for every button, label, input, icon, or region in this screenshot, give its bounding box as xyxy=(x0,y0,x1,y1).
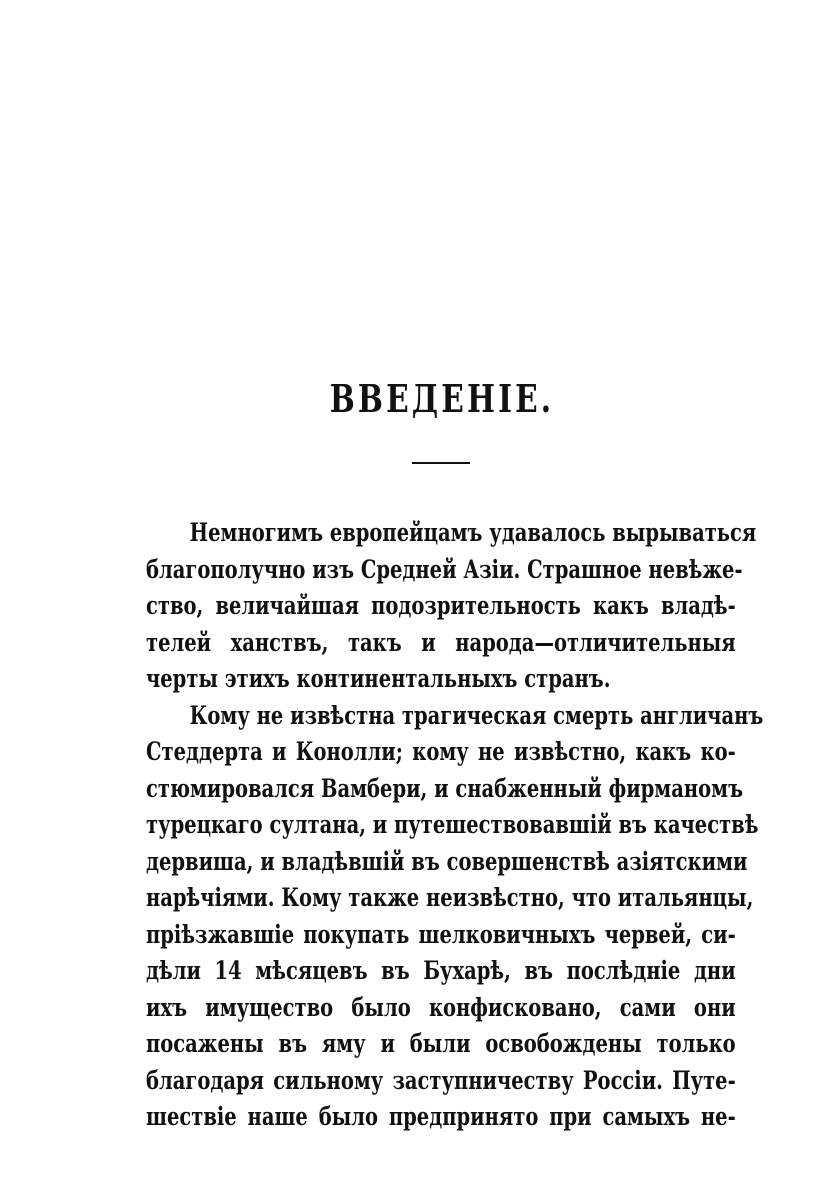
text-line: посажены въ яму и были освобождены только xyxy=(146,1029,736,1058)
text-line: пріѣзжавшіе покупать шелковичныхъ червей, си- xyxy=(146,919,736,949)
text-line: Кому не извѣстна трагическая смерть англичанъ xyxy=(189,700,764,730)
text-line: Немногимъ европейцамъ удавалось вырываться xyxy=(189,518,757,547)
text-line: Стеддерта и Конолли; кому не извѣстно, какъ ко- xyxy=(146,737,736,766)
text-line: турецкаго султана, и путешествовавшій въ качествѣ xyxy=(146,810,759,839)
chapter-title: ВВЕДЕНІЕ. xyxy=(329,376,555,421)
text-line: благодаря сильному заступничеству Россіи. Путе- xyxy=(146,1065,736,1095)
text-line: благополучно изъ Средней Азіи. Страшное невѣже- xyxy=(146,554,743,584)
text-line: черты этихъ континентальныхъ странъ. xyxy=(146,664,611,693)
text-line: нарѣчіями. Кому также неизвѣстно, что итальянцы, xyxy=(146,883,754,912)
paragraph-2 xyxy=(146,698,764,1136)
text-line: дѣли 14 мѣсяцевъ въ Бухарѣ, въ послѣдніе дни xyxy=(146,956,736,985)
body-text xyxy=(146,515,764,1136)
text-line: ихъ имущество было конфисковано, сами они xyxy=(146,992,736,1022)
text-line: ство, величайшая подозрительность какъ владѣ- xyxy=(146,591,736,620)
text-line: шествіе наше было предпринято при самыхъ не- xyxy=(146,1102,736,1131)
text-line: стюмировался Вамбери, и снабженный фирманомъ xyxy=(146,773,744,803)
text-line: телей ханствъ, такъ и народа—отличительныя xyxy=(146,627,736,657)
text-line: дервиша, и владѣвшій въ совершенствѣ азіятскими xyxy=(146,846,748,876)
title-divider xyxy=(412,462,470,464)
paragraph-1 xyxy=(146,515,757,698)
